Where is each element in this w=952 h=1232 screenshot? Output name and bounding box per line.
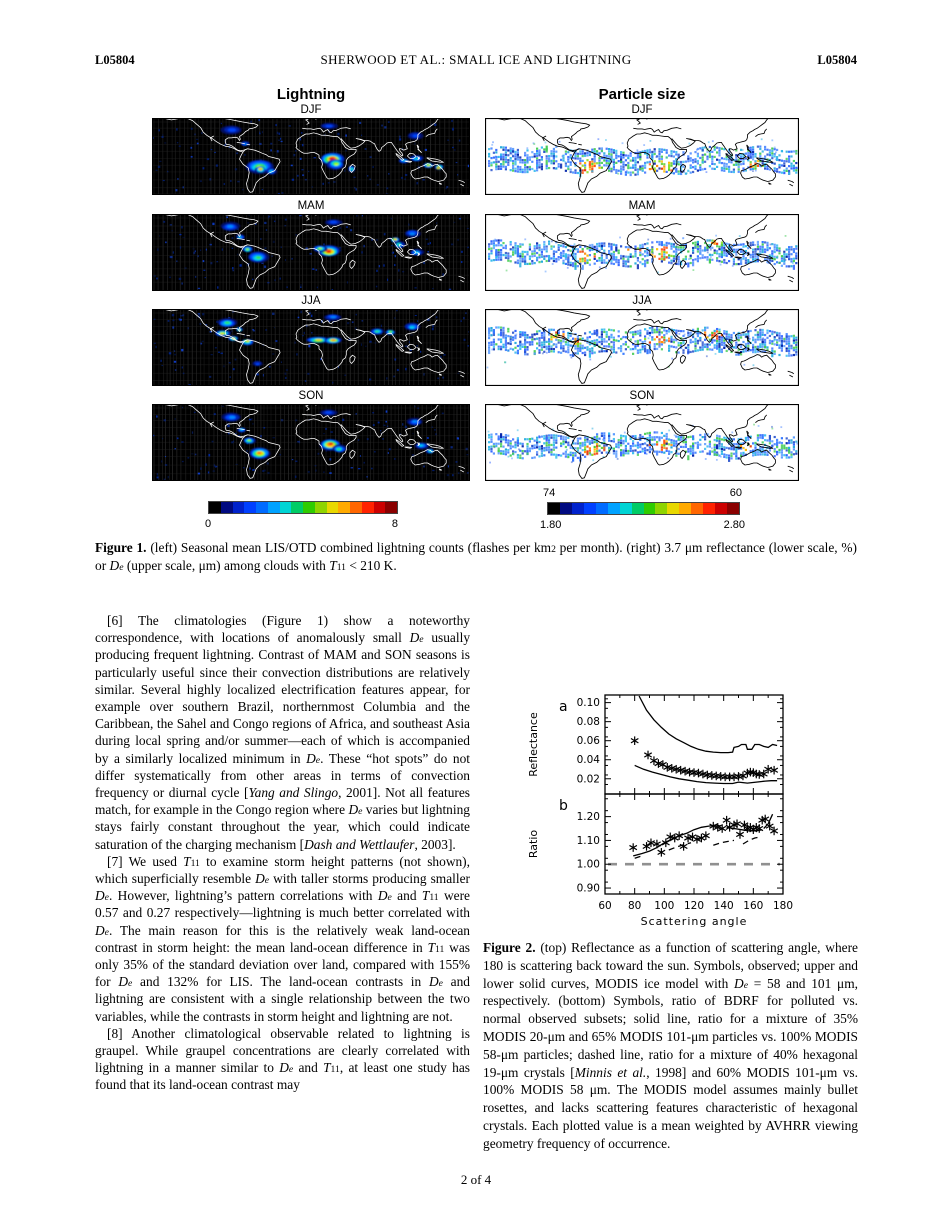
- particle-colorbar-max: 2.80: [723, 519, 745, 531]
- svg-text:160: 160: [743, 900, 764, 912]
- svg-text:Scattering angle: Scattering angle: [640, 915, 748, 928]
- season-label-mam-left: MAM: [297, 200, 325, 212]
- svg-text:0.02: 0.02: [576, 773, 600, 786]
- season-label-djf-left: DJF: [300, 104, 322, 116]
- svg-text:1.00: 1.00: [576, 858, 600, 871]
- svg-text:Reflectance: Reflectance: [527, 712, 540, 777]
- map-particle-size-mam: [485, 214, 799, 291]
- map-lightning-son: [152, 404, 470, 481]
- season-label-djf-right: DJF: [631, 104, 653, 116]
- svg-text:0.04: 0.04: [576, 754, 600, 767]
- figure2-caption: Figure 2. (top) Reflectance as a function of scattering angle, where 180 is scattering back toward the sun. Symbols, observed; upper and lower solid curves, MODIS ice model with De = 58 and 101 μm, respectively. (bottom) Symbols, ratio of BDRF for polluted vs. normal observed subsets; solid line, ratio for a mixture of 35% MODIS 20-μm and 65% MODIS 101-μm particles vs. 100% MODIS 58-μm particles; dashed line, ratio for a mixture of 40% hexagonal 19-μm crystals [Minnis et al., 1998] and 60% MODIS 101-μm vs. 100% MODIS 58 μm. The MODIS model assumes mainly bullet rosettes, and lacks scattering features characteristic of hexagonal crystals. Each plotted value is a mean weighted by AVHRR viewing geometry frequency of occurrence.: [483, 940, 859, 1151]
- svg-text:Ratio: Ratio: [527, 829, 540, 859]
- particle-colorbar-de-left: 74: [543, 487, 556, 499]
- svg-text:100: 100: [654, 900, 675, 912]
- svg-text:180: 180: [772, 900, 794, 912]
- particle-colorbar-min: 1.80: [540, 519, 562, 531]
- svg-text:120: 120: [683, 900, 705, 912]
- figure1-left-title: Lightning: [276, 86, 346, 103]
- svg-text:0.90: 0.90: [576, 882, 600, 895]
- article-id-right: L05804: [817, 53, 857, 67]
- figure1-right-title: Particle size: [598, 86, 686, 103]
- paragraph-8: [8] Another climatological observable related to lightning is graupel. While graupel concentrations are clearly correlated with lightning in a manner similar to De and T11, at least one study has found that its land-ocean contrast may: [95, 1025, 471, 1093]
- particle-colorbar: [547, 502, 740, 515]
- lightning-colorbar-max: 8: [391, 518, 398, 530]
- running-title: SHERWOOD ET AL.: SMALL ICE AND LIGHTNING: [320, 52, 632, 67]
- paragraph-7: [7] We used T11 to examine storm height patterns (not shown), which superficially resemble De with taller storms producing smaller De. However, lightning’s pattern correlations with De and T11 were 0.57 and 0.27 respectively—lightning is much better correlated with De. The main reason for this is the relatively weak land-ocean contrast in storm height: the mean land-ocean difference in T11 was only 35% of the standard deviation over land, compared with 155% for De and 132% for LIS. The land-ocean contrasts in De and lightning are consistent with a single relationship between the two variables, while the contrasts in storm height and lightning are not.: [95, 853, 470, 1024]
- map-particle-size-son: [485, 404, 799, 481]
- svg-text:140: 140: [713, 900, 734, 912]
- figure1-caption: Figure 1. (left) Seasonal mean LIS/OTD combined lightning counts (flashes per $km^2$ per month). (right) 3.7 μm reflectance (lower scale, %) or De (upper scale, μm) among clouds with T11 < 210 K.: [95, 540, 858, 573]
- map-lightning-mam: [152, 214, 470, 291]
- lightning-colorbar-min: 0: [205, 518, 212, 530]
- svg-text:1.20: 1.20: [576, 811, 600, 824]
- svg-text:a: a: [559, 699, 568, 715]
- svg-text:0.10: 0.10: [576, 697, 600, 710]
- svg-text:b: b: [559, 798, 568, 814]
- paragraph-6: [6] The climatologies (Figure 1) show a noteworthy correspondence, with locations of anomalously small De usually producing frequent lightning. Contrast of MAM and SON seasons is particularly useful since their convection distributions are relatively similar. Several highly localized electrification features appear, for example over southern Brazil, northernmost Columbia and the Caribbean, the Sahel and Congo regions of Africa, and southeast Asia during local spring and/or summer—each of which is accompanied by a similarly localized minimum in De. These “hot spots” do not differ systematically from other areas in terms of convection frequency or diurnal cycle [Yang and Slingo, 2001]. Not all features match, for example in the Congo region where De varies but lightning stays fairly constant throughout the year, which could indicate saturation of the charging mechanism [Dash and Wettlaufer, 2003].: [95, 613, 471, 852]
- running-header: [95, 52, 857, 68]
- season-label-son-left: SON: [298, 390, 324, 402]
- svg-text:0.08: 0.08: [576, 716, 600, 729]
- season-label-jja-right: JJA: [632, 295, 652, 307]
- season-label-jja-left: JJA: [301, 295, 321, 307]
- season-label-son-right: SON: [629, 390, 655, 402]
- svg-text:0.06: 0.06: [576, 735, 600, 748]
- body-left-column: [95, 612, 470, 1094]
- svg-text:80: 80: [627, 900, 642, 912]
- svg-text:60: 60: [598, 900, 612, 912]
- page-number: 2 of 4: [460, 1172, 492, 1187]
- map-particle-size-jja: [485, 309, 799, 386]
- lightning-colorbar: [208, 501, 398, 514]
- map-particle-size-djf: [485, 118, 799, 195]
- map-lightning-djf: [152, 118, 470, 195]
- season-label-mam-right: MAM: [628, 200, 656, 212]
- article-id-left: L05804: [95, 53, 135, 67]
- map-lightning-jja: [152, 309, 470, 386]
- figure2-chart: [497, 686, 797, 936]
- svg-text:1.10: 1.10: [576, 834, 600, 847]
- particle-colorbar-de-right: 60: [729, 487, 742, 499]
